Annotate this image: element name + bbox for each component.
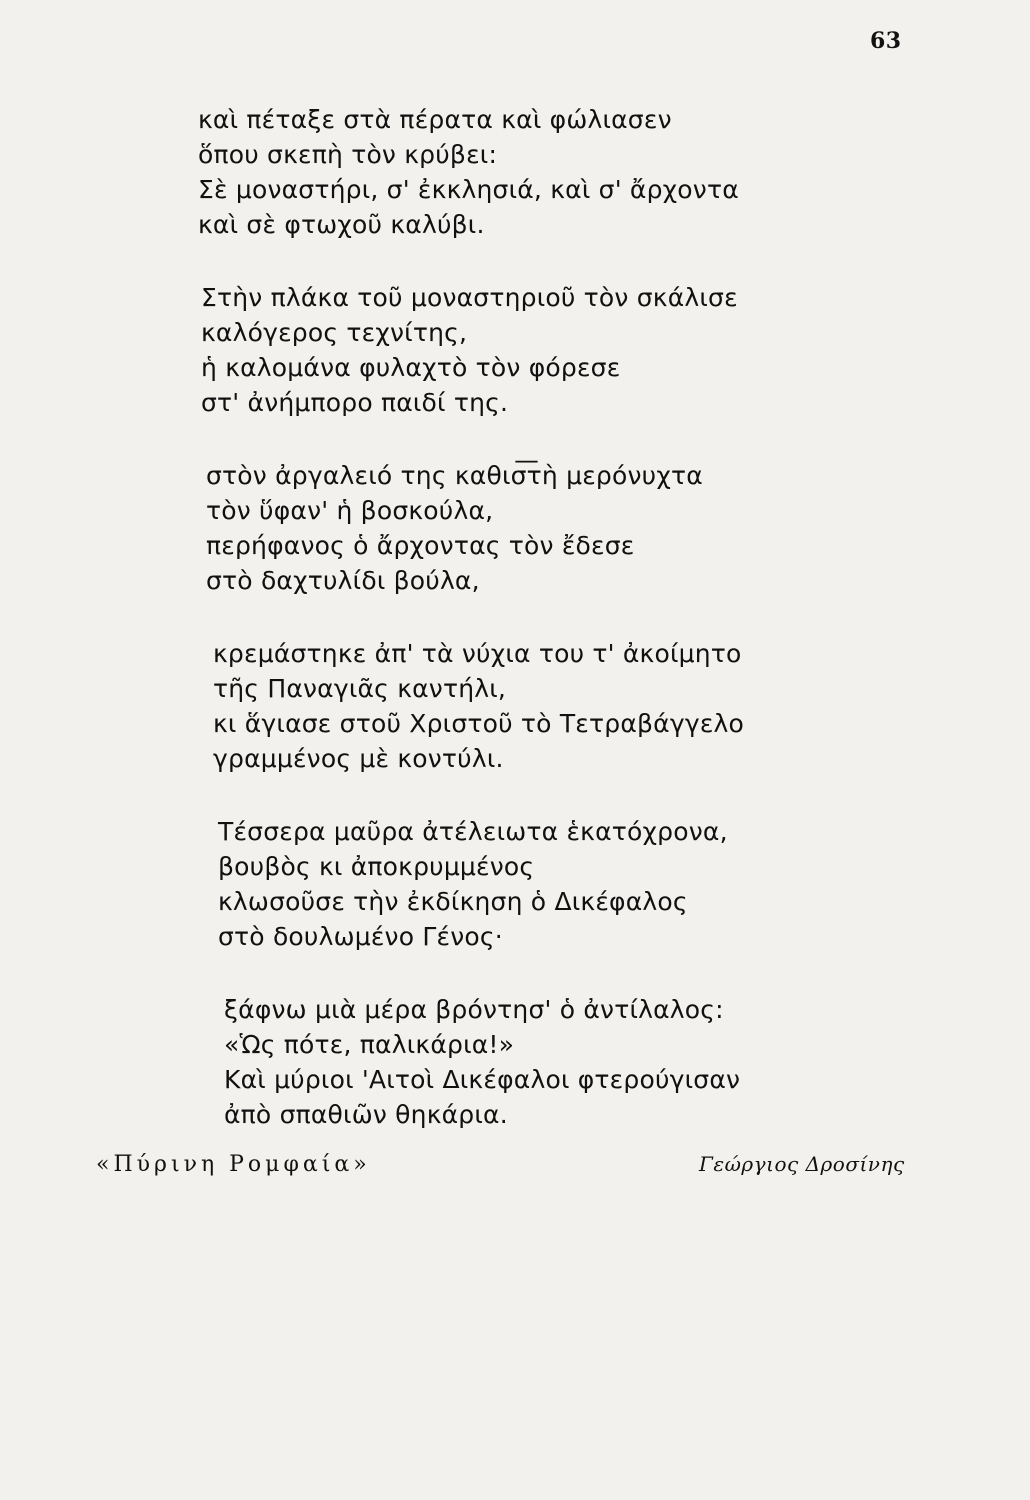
poem	[198, 102, 798, 1132]
poem-line: γραμμένος μὲ κοντύλι.	[213, 744, 504, 773]
stanza-6	[224, 992, 798, 1132]
poem-line: στὸ δουλωμένο Γένος·	[218, 922, 503, 951]
poem-line: βουβὸς κι ἀποκρυμμένος	[218, 852, 535, 881]
poem-line: στὸ δαχτυλίδι βούλα,	[206, 566, 480, 595]
poem-line: περήφανος ὁ ἄρχοντας τὸν ἔδεσε	[206, 531, 635, 560]
poem-line: τὸν ὕφαν' ἡ βοσκούλα,	[206, 496, 494, 525]
poem-line: «Ὡς πότε, παλικάρια!»	[224, 1030, 515, 1059]
stanza-4	[213, 636, 798, 776]
poem-line: στ' ἀνήμπορο παιδί της.	[201, 388, 509, 417]
poem-line: Στὴν πλάκα τοῦ μοναστηριοῦ τὸν σκάλισε	[201, 283, 738, 312]
poem-line: ξάφνω μιὰ μέρα βρόντησ' ὁ ἀντίλαλος:	[224, 995, 724, 1024]
poem-line: ἀπὸ σπαθιῶν θηκάρια.	[224, 1100, 508, 1129]
page-number: 63	[870, 28, 902, 54]
stanza-3	[206, 458, 798, 598]
poem-line: κι ἅγιασε στοῦ Χριστοῦ τὸ Τετραβάγγελο	[213, 709, 745, 738]
poem-line: τῆς Παναγιᾶς καντήλι,	[213, 674, 507, 703]
poem-line: ἡ καλομάνα φυλαχτὸ τὸν φόρεσε	[201, 353, 621, 382]
poem-line: καὶ σὲ φτωχοῦ καλύβι.	[198, 210, 485, 239]
poem-line: ὅπου σκεπὴ τὸν κρύβει:	[198, 140, 498, 169]
source-title: «Πύρινη Ρομφαία»	[96, 1152, 371, 1177]
poem-line: Τέσσερα μαῦρα ἀτέλειωτα ἑκατόχρονα,	[218, 817, 728, 846]
stanza-5	[218, 814, 798, 954]
poem-line: κλωσοῦσε τὴν ἐκδίκηση ὁ Δικέφαλος	[218, 887, 688, 916]
stanza-1	[198, 102, 798, 242]
attribution	[96, 1152, 926, 1192]
poem-line: Καὶ μύριοι 'Αιτοὶ Δικέφαλοι φτερούγισαν	[224, 1065, 741, 1094]
poem-line: Σὲ μοναστήρι, σ' ἐκκλησιά, καὶ σ' ἄρχοντα	[198, 175, 739, 204]
poem-line: στὸν ἀργαλειό της καθισ͞τὴ μερόνυχτα	[206, 461, 703, 490]
poem-line: κρεμάστηκε ἀπ' τὰ νύχια του τ' ἀκοίμητο	[213, 639, 742, 668]
poem-line: καλόγερος τεχνίτης,	[201, 318, 468, 347]
poem-line: καὶ πέταξε στὰ πέρατα καὶ φώλιασεν	[198, 105, 672, 134]
author-name: Γεώργιος Δροσίνης	[699, 1152, 905, 1176]
stanza-2	[201, 280, 798, 420]
